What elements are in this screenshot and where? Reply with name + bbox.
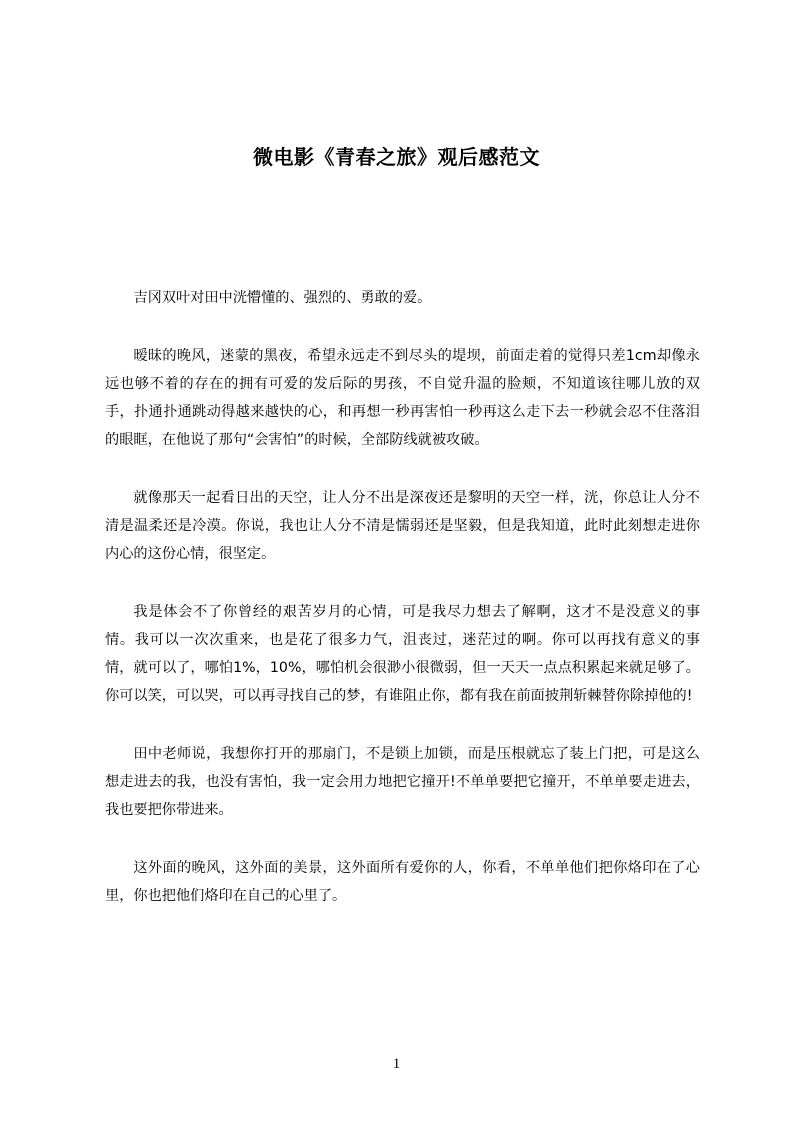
- document-body: [105, 284, 700, 940]
- paragraph-3: 就像那天一起看日出的天空，让人分不出是深夜还是黎明的天空一样，洸，你总让人分不清是温柔还是冷漠。你说，我也让人分不清是懦弱还是坚毅，但是我知道，此时此刻想走进你内心的这份心情，很坚定。: [105, 490, 700, 562]
- paragraph-6: 这外面的晚风，这外面的美景，这外面所有爱你的人，你看，不单单他们把你烙印在了心里，你也把他们烙印在自己的心里了。: [105, 860, 700, 904]
- paragraph-4: 我是体会不了你曾经的艰苦岁月的心情，可是我尽力想去了解啊，这才不是没意义的事情。我可以一次次重来，也是花了很多力气，沮丧过，迷茫过的啊。你可以再找有意义的事情，就可以了，哪怕1%，10%，哪怕机会很渺小很微弱，但一天天一点点积累起来就足够了。你可以笑，可以哭，可以再寻找自己的梦，有谁阻止你，都有我在前面披荆斩棘替你除掉他的!: [105, 604, 700, 704]
- document-title: 微电影《青春之旅》观后感范文: [253, 145, 540, 169]
- paragraph-5: 田中老师说，我想你打开的那扇门，不是锁上加锁，而是压根就忘了装上门把，可是这么想走进去的我，也没有害怕，我一定会用力地把它撞开!不单单要把它撞开，不单单要走进去，我也要把你带进来。: [105, 746, 700, 818]
- paragraph-2: 暧昧的晚风，迷蒙的黑夜，希望永远走不到尽头的堤坝，前面走着的觉得只差1cm却像永远也够不着的存在的拥有可爱的发后际的男孩，不自觉升温的脸颊，不知道该往哪儿放的双手，扑通扑通跳动得越来越快的心，和再想一秒再害怕一秒再这么走下去一秒就会忍不住落泪的眼眶，在他说了那句“会害怕”的时候，全部防线就被攻破。: [105, 348, 700, 448]
- paragraph-1: 吉冈双叶对田中洸懵懂的、强烈的、勇敢的爱。: [133, 290, 432, 306]
- page-number: 1: [392, 1056, 401, 1072]
